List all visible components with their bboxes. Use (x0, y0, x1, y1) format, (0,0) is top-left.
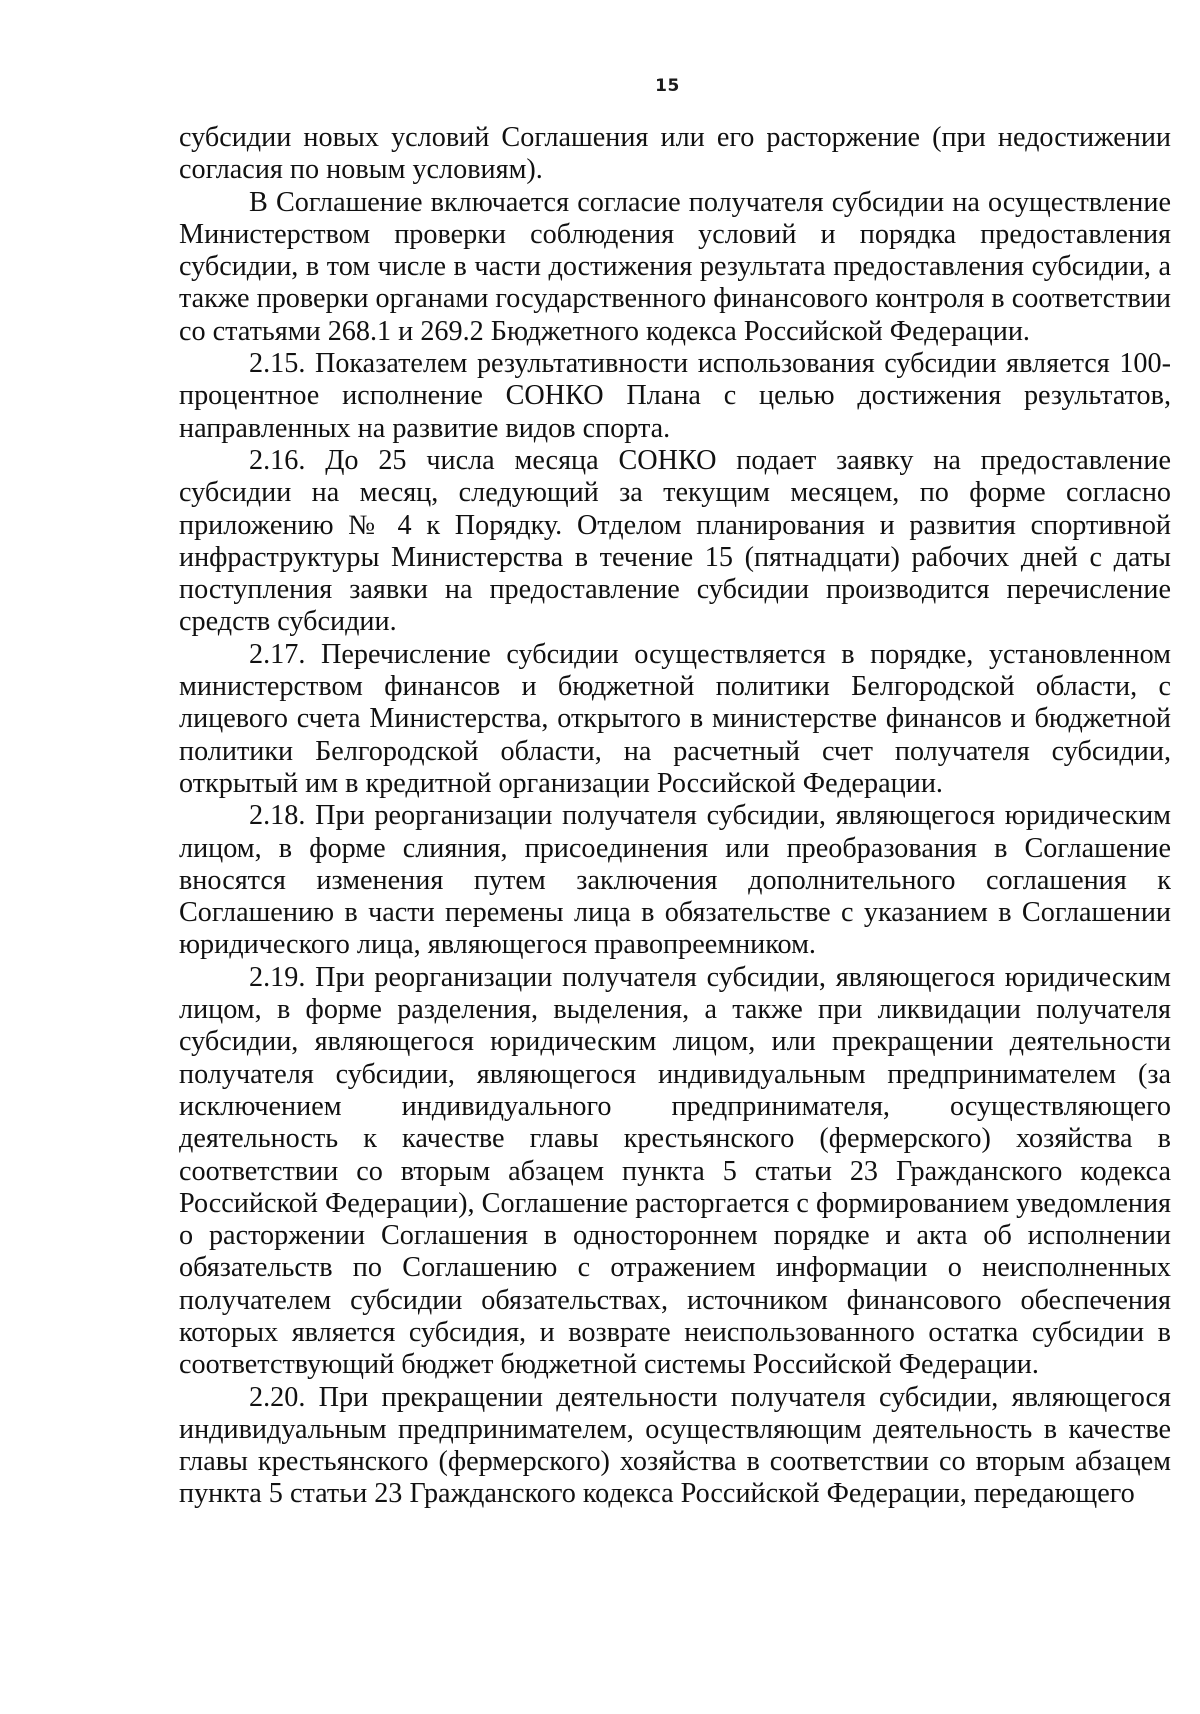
page-number: 15 (655, 76, 680, 96)
paragraph-2-19: 2.19. При реорганизации получателя субсидии, являющегося юридическим лицом, в форме разделения, выделения, а также при ликвидации получателя субсидии, являющегося юридическим лицом, или прекращении деятельности получателя субсидии, являющегося индивидуальным предпринимателем (за исключением индивидуального предпринимателя, осуществляющего деятельность к качестве главы крестьянского (фермерского) хозяйства в соответствии со вторым абзацем пункта 5 статьи 23 Гражданского кодекса Российской Федерации), Соглашение расторгается с формированием уведомления о расторжении Соглашения в одностороннем порядке и акта об исполнении обязательств по Соглашению с отражением информации о неисполненных получателем субсидии обязательствах, источником финансового обеспечения которых является субсидия, и возврате неиспользованного остатка субсидии в соответствующий бюджет бюджетной системы Российской Федерации. (179, 961, 1171, 1381)
paragraph-2-15: 2.15. Показателем результативности использования субсидии является 100-процентное исполнение СОНКО Плана с целью достижения результатов, направленных на развитие видов спорта. (179, 348, 1171, 444)
paragraph-2-17: 2.17. Перечисление субсидии осуществляется в порядке, установленном министерством финансов и бюджетной политики Белгородской области, с лицевого счета Министерства, открытого в министерстве финансов и бюджетной политики Белгородской области, на расчетный счет получателя субсидии, открытый им в кредитной организации Российской Федерации. (179, 638, 1171, 799)
document-body (179, 122, 1171, 1511)
paragraph-continuation: субсидии новых условий Соглашения или его расторжение (при недостижении согласия по новым условиям). (179, 122, 1171, 186)
paragraph-agreement-consent: В Соглашение включается согласие получателя субсидии на осуществление Министерством проверки соблюдения условий и порядка предоставления субсидии, в том числе в части достижения результата предоставления субсидии, а также проверки органами государственного финансового контроля в соответствии со статьями 268.1 и 269.2 Бюджетного кодекса Российской Федерации. (179, 186, 1171, 347)
paragraph-2-18: 2.18. При реорганизации получателя субсидии, являющегося юридическим лицом, в форме слияния, присоединения или преобразования в Соглашение вносятся изменения путем заключения дополнительного соглашения к Соглашению в части перемены лица в обязательстве с указанием в Соглашении юридического лица, являющегося правопреемником. (179, 800, 1171, 961)
paragraph-2-20: 2.20. При прекращении деятельности получателя субсидии, являющегося индивидуальным предпринимателем, осуществляющим деятельность в качестве главы крестьянского (фермерского) хозяйства в соответствии со вторым абзацем пункта 5 статьи 23 Гражданского кодекса Российской Федерации, передающего (179, 1381, 1171, 1510)
paragraph-2-16: 2.16. До 25 числа месяца СОНКО подает заявку на предоставление субсидии на месяц, следующий за текущим месяцем, по форме согласно приложению № 4 к Порядку. Отделом планирования и развития спортивной инфраструктуры Министерства в течение 15 (пятнадцати) рабочих дней с даты поступления заявки на предоставление субсидии производится перечисление средств субсидии. (179, 444, 1171, 638)
